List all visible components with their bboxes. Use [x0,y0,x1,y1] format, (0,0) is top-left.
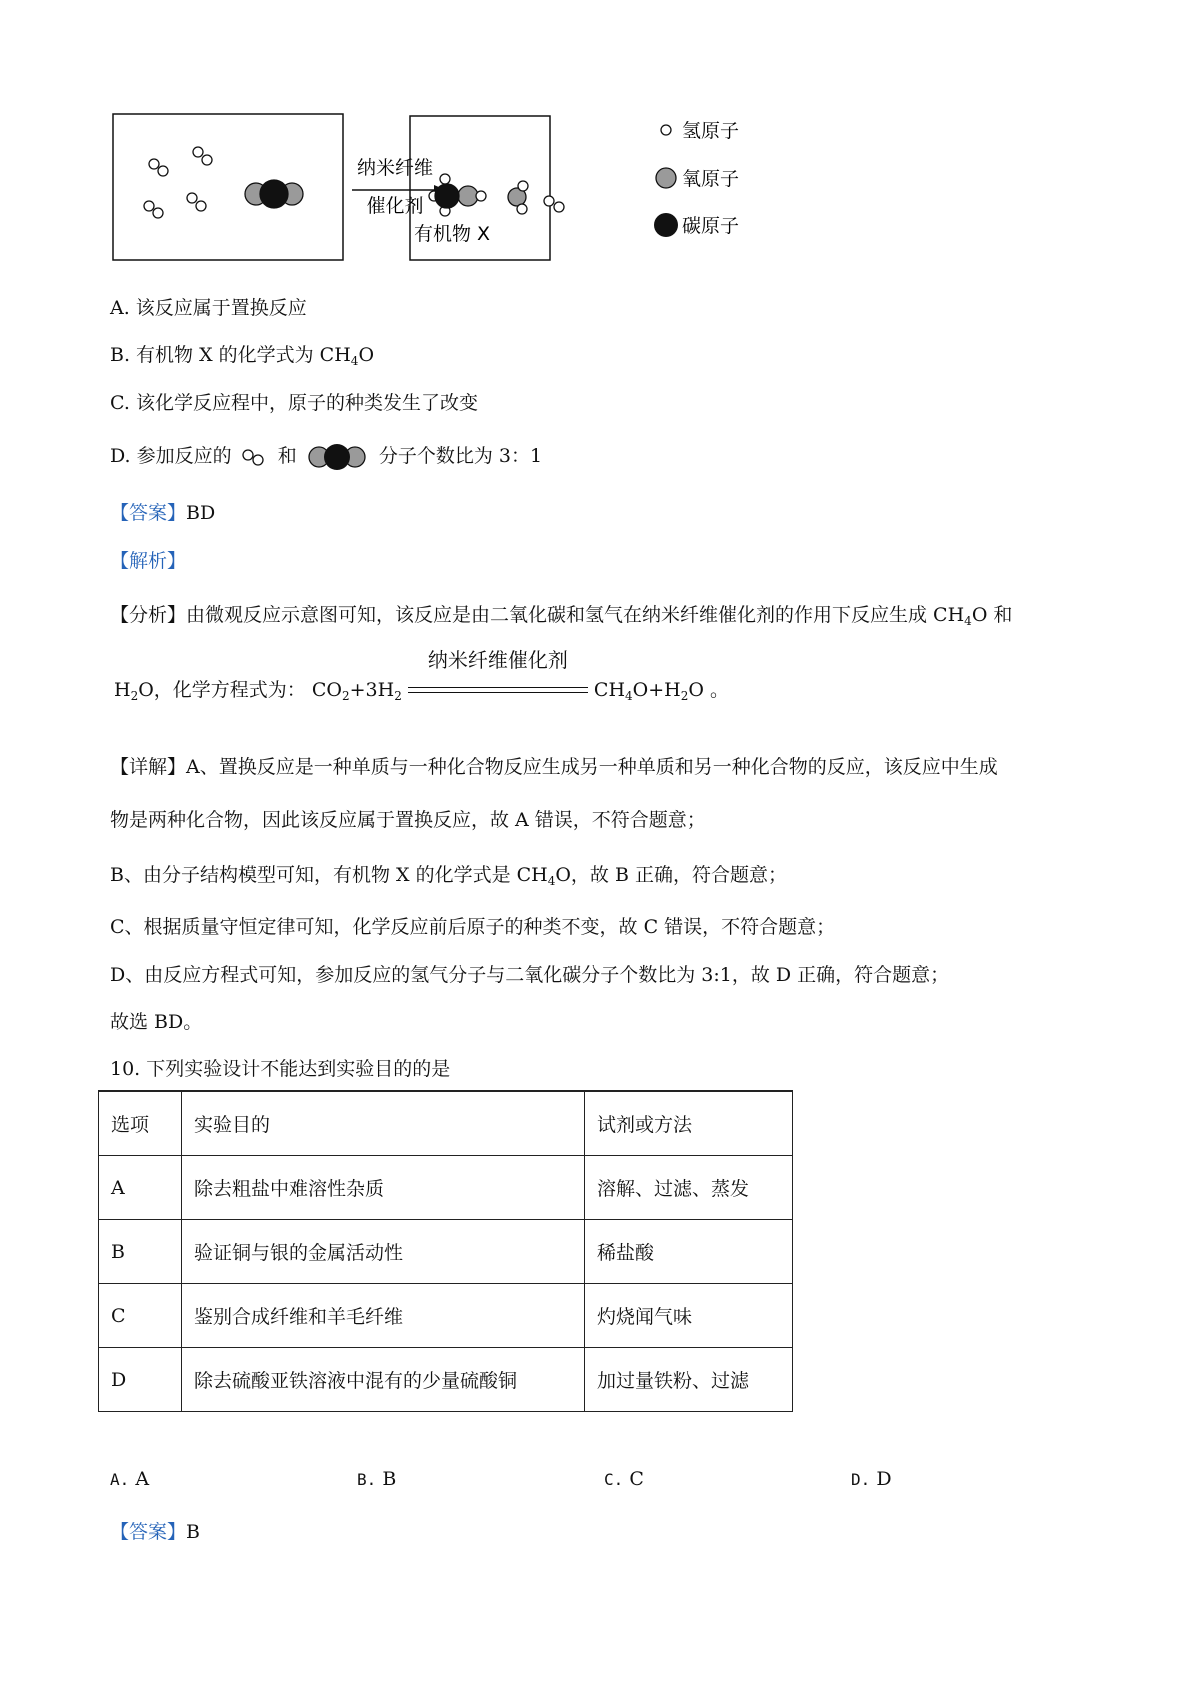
answer-value: BD [186,502,216,524]
eq-text: H [114,679,131,701]
legend-label-oxygen: 氧原子 [682,168,740,190]
table-cell: C [99,1284,182,1348]
table-header-row [99,1091,793,1156]
detail-conclusion: 故选 BD。 [110,1011,203,1033]
eq-product-h2o: O+H [632,679,681,701]
answer-tag: 【答案】 [110,1521,187,1543]
carbon-atom-icon [654,213,678,237]
option-d-suffix: 分子个数比为 3：1 [378,445,543,467]
detail-line-a1 [110,752,998,779]
eq-condition-arrow [408,648,588,706]
carbon-dioxide-molecule-icon [303,443,373,471]
detail-text: A、置换反应是一种单质与一种化合物反应生成另一种单质和另一种化合物的反应，该反应中生成 [186,756,998,778]
eq-text: O 。 [688,679,730,701]
detail-line-c: C、根据质量守恒定律可知，化学反应前后原子的种类不变，故 C 错误，不符合题意； [110,916,836,938]
experiment-table [98,1090,793,1412]
option-b-text: B. 有机物 X 的化学式为 CH [110,344,351,366]
reaction-diagram-svg [112,110,832,270]
choice-letter: B. [357,1470,377,1489]
choice-value: A [135,1468,150,1490]
eq-text: O，化学方程式为： [138,679,306,701]
table-row [99,1156,793,1220]
subscript: 2 [341,689,350,703]
detail-tag: 【详解】 [110,756,187,778]
table-cell: 除去硫酸亚铁溶液中混有的少量硫酸铜 [182,1348,585,1412]
hydrogen-molecule-icon [238,446,272,468]
legend-label-hydrogen: 氢原子 [682,120,740,142]
legend-label-carbon: 碳原子 [682,215,740,237]
analysis-paragraph [110,600,1012,627]
table-cell: 验证铜与银的金属活动性 [182,1220,585,1284]
subscript: 2 [394,689,402,703]
table-row [99,1284,793,1348]
answer-tag: 【答案】 [110,502,187,524]
table-row [99,1348,793,1412]
choice-value: D [876,1468,892,1490]
choice-value: B [382,1468,397,1490]
choice-value: C [629,1468,644,1490]
subscript: 2 [130,689,139,703]
eq-condition-label: 纳米纤维催化剂 [427,648,568,672]
reaction-diagram [112,110,832,270]
choice-letter: C. [604,1470,624,1489]
water-molecule-icon [508,181,528,214]
subscript: 4 [964,614,972,628]
table-cell: 灼烧闻气味 [585,1284,793,1348]
double-line [408,687,588,693]
detail-line-d: D、由反应方程式可知，参加反应的氢气分子与二氧化碳分子个数比为 3:1，故 D 正确，符合题意； [110,964,950,986]
eq-reactant-h2: +3H [349,679,395,701]
reactants-box [113,114,343,260]
oxygen-atom-icon [656,168,676,188]
hydrogen-molecule-icon [544,196,564,212]
choice-c [604,1468,644,1490]
table-cell: 加过量铁粉、过滤 [585,1348,793,1412]
option-d-text: D. 参加反应的 [110,445,232,467]
arrow-label-line2: 催化剂 [366,195,424,217]
answer-2 [110,1517,200,1544]
choice-b [357,1468,396,1490]
legend [654,120,739,237]
subscript: 4 [547,874,556,888]
table-cell: 除去粗盐中难溶性杂质 [182,1156,585,1220]
analysis-tag: 【解析】 [110,550,187,572]
detail-line-b [110,860,787,887]
carbon-dioxide-molecule-icon [245,180,303,208]
detail-line-a2: 物是两种化合物，因此该反应属于置换反应，故 A 错误，不符合题意； [110,809,706,831]
choice-d [851,1468,892,1490]
fenxi-text: 由微观反应示意图可知，该反应是由二氧化碳和氢气在纳米纤维催化剂的作用下反应生成 CH [186,604,965,626]
answer-1 [110,498,215,525]
choice-letter: A. [110,1470,130,1489]
arrow-label-line1: 纳米纤维 [356,157,434,179]
table-cell: 鉴别合成纤维和羊毛纤维 [182,1284,585,1348]
subscript: 2 [680,689,689,703]
table-header-cell: 选项 [99,1091,182,1156]
fenxi-text-end: O 和 [971,604,1013,626]
table-cell: A [99,1156,182,1220]
option-d-mid: 和 [277,445,297,467]
option-c: C. 该化学反应程中，原子的种类发生了改变 [110,392,478,414]
hydrogen-molecule-icon [144,147,212,218]
option-d [110,441,542,471]
table-header-cell: 试剂或方法 [585,1091,793,1156]
table-row [99,1220,793,1284]
table-cell: 溶解、过滤、蒸发 [585,1156,793,1220]
table-header-cell: 实验目的 [182,1091,585,1156]
eq-product-ch4o: CH [593,679,626,701]
option-a: A. 该反应属于置换反应 [110,297,307,319]
choice-letter: D. [851,1470,871,1489]
table-cell: B [99,1220,182,1284]
option-b-suffix: O [358,344,375,366]
hydrogen-atom-icon [661,125,671,135]
fenxi-tag: 【分析】 [110,604,187,626]
organic-x-molecule-icon [429,174,486,216]
product-label: 有机物 X [414,223,491,245]
detail-text: O，故 B 正确，符合题意； [555,864,787,886]
table-cell: D [99,1348,182,1412]
answer-value: B [186,1521,200,1543]
choice-a [110,1468,149,1490]
option-b [110,340,374,367]
eq-reactant-co2: CO [311,679,342,701]
subscript: 4 [625,689,633,703]
chemical-equation [114,648,730,705]
table-cell: 稀盐酸 [585,1220,793,1284]
detail-text: B、由分子结构模型可知，有机物 X 的化学式是 CH [110,864,548,886]
subscript: 4 [350,354,359,368]
question-10-title: 10. 下列实验设计不能达到实验目的的是 [110,1058,451,1080]
